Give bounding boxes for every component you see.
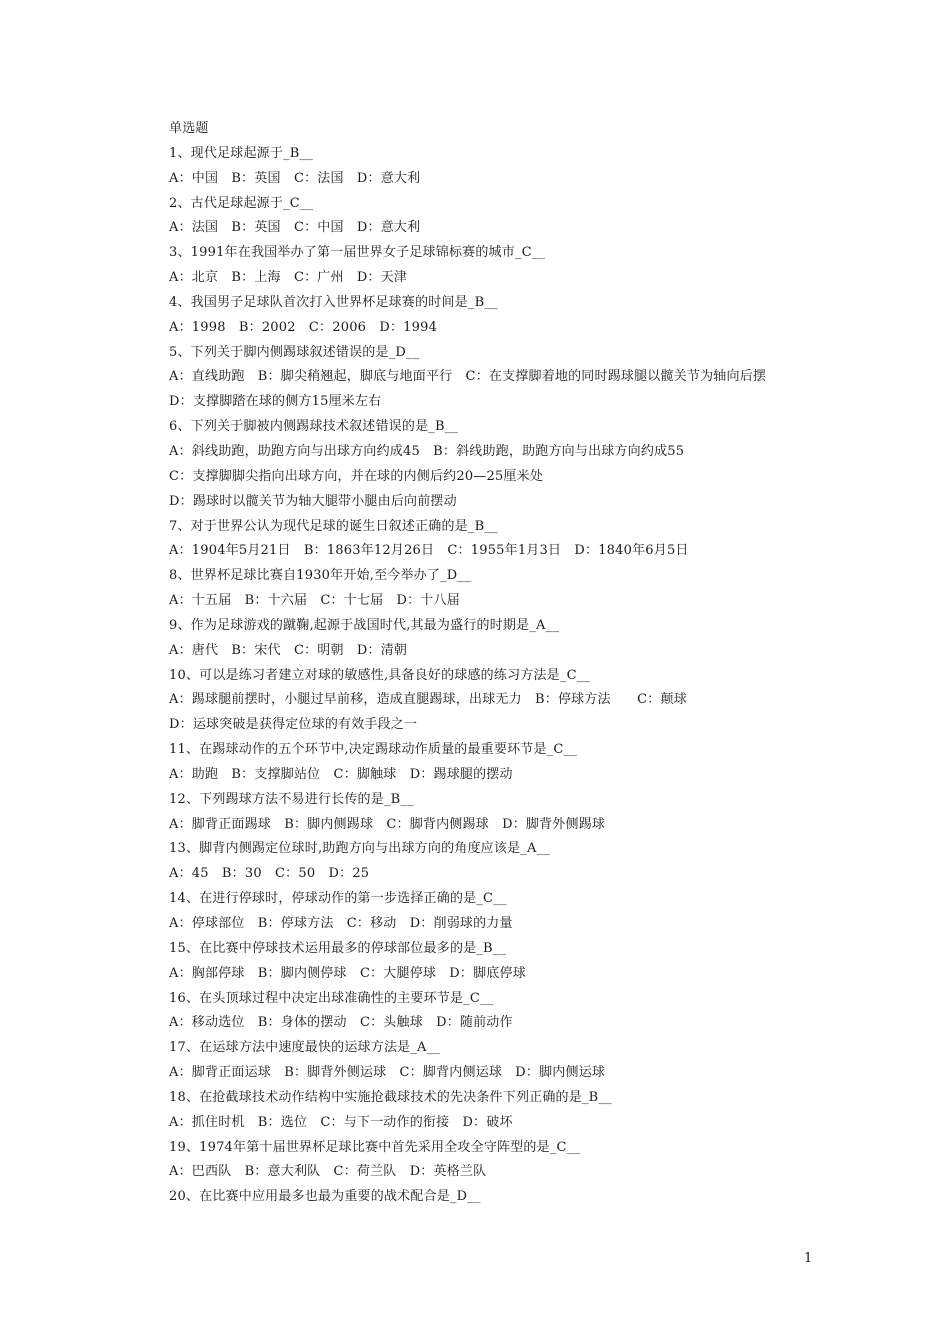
answer-options: A：1998 B：2002 C：2006 D：1994 xyxy=(169,319,438,335)
question-text: 6、下列关于脚被内侧踢球技术叙述错误的是_B__ xyxy=(169,419,459,435)
section-heading: 单选题 xyxy=(169,121,209,136)
question-text: 11、在踢球动作的五个环节中,决定踢球动作质量的最重要环节是_C__ xyxy=(169,742,577,758)
question-text: 10、可以是练习者建立对球的敏感性,具备良好的球感的练习方法是_C__ xyxy=(169,667,591,683)
answer-options: A：移动选位 B：身体的摆动 C：头触球 D：随前动作 xyxy=(169,1015,513,1031)
question-text: 20、在比赛中应用最多也最为重要的战术配合是_D__ xyxy=(169,1189,481,1205)
answer-options: A：直线助跑 B：脚尖稍翘起，脚底与地面平行 C：在支撑脚着地的同时踢球腿以髋关节为轴向后摆 xyxy=(169,369,767,385)
answer-options: A：中国 B：英国 C：法国 D：意大利 xyxy=(169,170,421,186)
question-text: 2、古代足球起源于_C__ xyxy=(169,195,314,211)
answer-options: A：十五届 B：十六届 C：十七届 D：十八届 xyxy=(169,593,460,609)
answer-options: A：抓住时机 B：选位 C：与下一动作的衔接 D：破坏 xyxy=(169,1114,513,1130)
answer-options: A：1904年5月21日 B：1863年12月26日 C：1955年1月3日 D：1840年6月5日 xyxy=(169,543,689,559)
question-text: 8、世界杯足球比赛自1930年开始,至今举办了_D__ xyxy=(169,568,471,584)
question-text: 19、1974年第十届世界杯足球比赛中首先采用全攻全守阵型的是_C__ xyxy=(169,1139,581,1155)
answer-options: D：支撑脚踏在球的侧方15厘米左右 xyxy=(169,394,382,410)
answer-options: A：斜线助跑，助跑方向与出球方向约成45 B：斜线助跑，助跑方向与出球方向约成55 xyxy=(169,443,685,459)
answer-options: A：唐代 B：宋代 C：明朝 D：清朝 xyxy=(169,642,408,658)
question-text: 3、1991年在我国举办了第一届世界女子足球锦标赛的城市_C__ xyxy=(169,245,546,261)
question-text: 15、在比赛中停球技术运用最多的停球部位最多的是_B__ xyxy=(169,940,507,956)
question-text: 12、下列踢球方法不易进行长传的是_B__ xyxy=(169,791,414,807)
answer-options: C：支撑脚脚尖指向出球方向，并在球的内侧后约20—25厘米处 xyxy=(169,468,544,484)
question-text: 18、在抢截球技术动作结构中实施抢截球技术的先决条件下列正确的是_B__ xyxy=(169,1089,612,1105)
answer-options: A：脚背正面踢球 B：脚内侧踢球 C：脚背内侧踢球 D：脚背外侧踢球 xyxy=(169,816,606,832)
question-text: 9、作为足球游戏的蹴鞠,起源于战国时代,其最为盛行的时期是_A__ xyxy=(169,617,560,633)
answer-options: A：胸部停球 B：脚内侧停球 C：大腿停球 D：脚底停球 xyxy=(169,965,526,981)
answer-options: A：助跑 B：支撑脚站位 C：脚触球 D：踢球腿的摆动 xyxy=(169,766,513,782)
question-text: 1、现代足球起源于_B__ xyxy=(169,145,313,161)
answer-options: A：北京 B：上海 C：广州 D：天津 xyxy=(169,270,408,286)
answer-options: D：运球突破是获得定位球的有效手段之一 xyxy=(169,717,418,733)
answer-options: A：踢球腿前摆时，小腿过早前移，造成直腿踢球，出球无力 B：停球方法 C：颠球 xyxy=(169,692,687,708)
answer-options: D：踢球时以髋关节为轴大腿带小腿由后向前摆动 xyxy=(169,493,457,509)
answer-options: A：法国 B：英国 C：中国 D：意大利 xyxy=(169,220,421,236)
answer-options: A：巴西队 B：意大利队 C：荷兰队 D：英格兰队 xyxy=(169,1164,487,1180)
page-number: 1 xyxy=(804,1251,813,1266)
answer-options: A：停球部位 B：停球方法 C：移动 D：削弱球的力量 xyxy=(169,916,513,931)
answer-options: A：脚背正面运球 B：脚背外侧运球 C：脚背内侧运球 D：脚内侧运球 xyxy=(169,1065,606,1081)
question-text: 17、在运球方法中速度最快的运球方法是_A__ xyxy=(169,1040,441,1056)
document-body xyxy=(169,117,829,1210)
question-text: 13、脚背内侧踢定位球时,助跑方向与出球方向的角度应该是_A__ xyxy=(169,841,550,857)
question-text: 5、下列关于脚内侧踢球叙述错误的是_D__ xyxy=(169,344,420,360)
question-text: 16、在头顶球过程中决定出球准确性的主要环节是_C__ xyxy=(169,990,494,1006)
question-text: 7、对于世界公认为现代足球的诞生日叙述正确的是_B__ xyxy=(169,518,498,534)
answer-options: A：45 B：30 C：50 D：25 xyxy=(169,866,370,882)
question-text: 4、我国男子足球队首次打入世界杯足球赛的时间是_B__ xyxy=(169,294,498,310)
question-text: 14、在进行停球时，停球动作的第一步选择正确的是_C__ xyxy=(169,891,507,907)
